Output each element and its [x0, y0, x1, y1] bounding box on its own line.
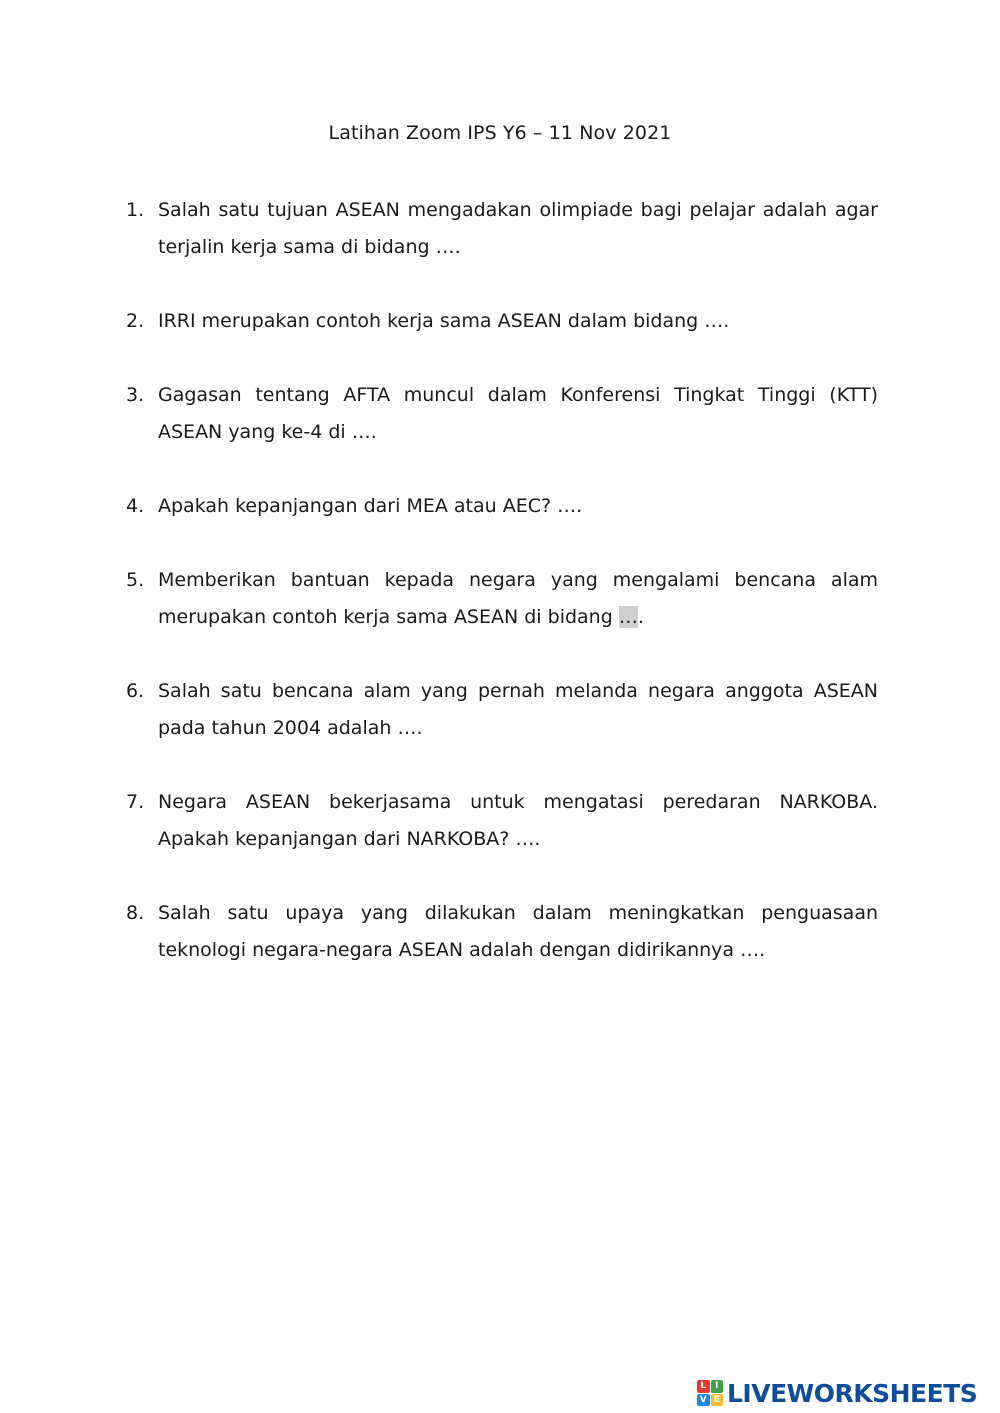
logo-letter: V: [697, 1394, 710, 1407]
question-item: [120, 377, 878, 451]
question-number: 2.: [126, 310, 145, 332]
question-text: Apakah kepanjangan dari MEA atau AEC? ….: [158, 495, 583, 517]
page-title: Latihan Zoom IPS Y6 – 11 Nov 2021: [328, 122, 672, 144]
question-number: 3.: [126, 384, 145, 406]
question-number: 5.: [126, 569, 145, 591]
question-list: [120, 192, 878, 1006]
liveworksheets-logo-icon: [697, 1380, 723, 1406]
question-item: [120, 192, 878, 266]
question-text: Salah satu tujuan ASEAN mengadakan olimpiade bagi pelajar adalah agar terjalin kerja sama di bidang ….: [158, 199, 878, 258]
question-number: 8.: [126, 902, 145, 924]
question-number: 7.: [126, 791, 145, 813]
question-text: [158, 569, 878, 628]
question-item: [120, 562, 878, 636]
question-item: [120, 488, 878, 525]
question-text: IRRI merupakan contoh kerja sama ASEAN dalam bidang ….: [158, 310, 730, 332]
question-text: Salah satu upaya yang dilakukan dalam meningkatkan penguasaan teknologi negara-negara ASEAN adalah dengan didirikannya ….: [158, 902, 878, 961]
brand-text: LIVEWORKSHEETS: [727, 1378, 978, 1408]
answer-blank-highlight: …: [618, 606, 638, 628]
question-item: [120, 895, 878, 969]
logo-letter: E: [711, 1394, 724, 1407]
logo-letter: I: [711, 1380, 724, 1393]
question-text: Negara ASEAN bekerjasama untuk mengatasi peredaran NARKOBA. Apakah kepanjangan dari NARKOBA? ….: [158, 791, 878, 850]
question-text-part: .: [637, 606, 644, 628]
question-number: 4.: [126, 495, 145, 517]
question-text: Salah satu bencana alam yang pernah melanda negara anggota ASEAN pada tahun 2004 adalah ….: [158, 680, 878, 739]
question-text-part: Memberikan bantuan kepada negara yang mengalami bencana alam merupakan contoh kerja sama ASEAN di bidang: [158, 569, 878, 628]
question-text: Gagasan tentang AFTA muncul dalam Konferensi Tingkat Tinggi (KTT) ASEAN yang ke-4 di ….: [158, 384, 878, 443]
question-item: [120, 303, 878, 340]
logo-letter: L: [697, 1380, 710, 1393]
liveworksheets-brand: [697, 1378, 977, 1408]
question-item: [120, 784, 878, 858]
question-number: 1.: [126, 199, 145, 221]
question-item: [120, 673, 878, 747]
question-number: 6.: [126, 680, 145, 702]
